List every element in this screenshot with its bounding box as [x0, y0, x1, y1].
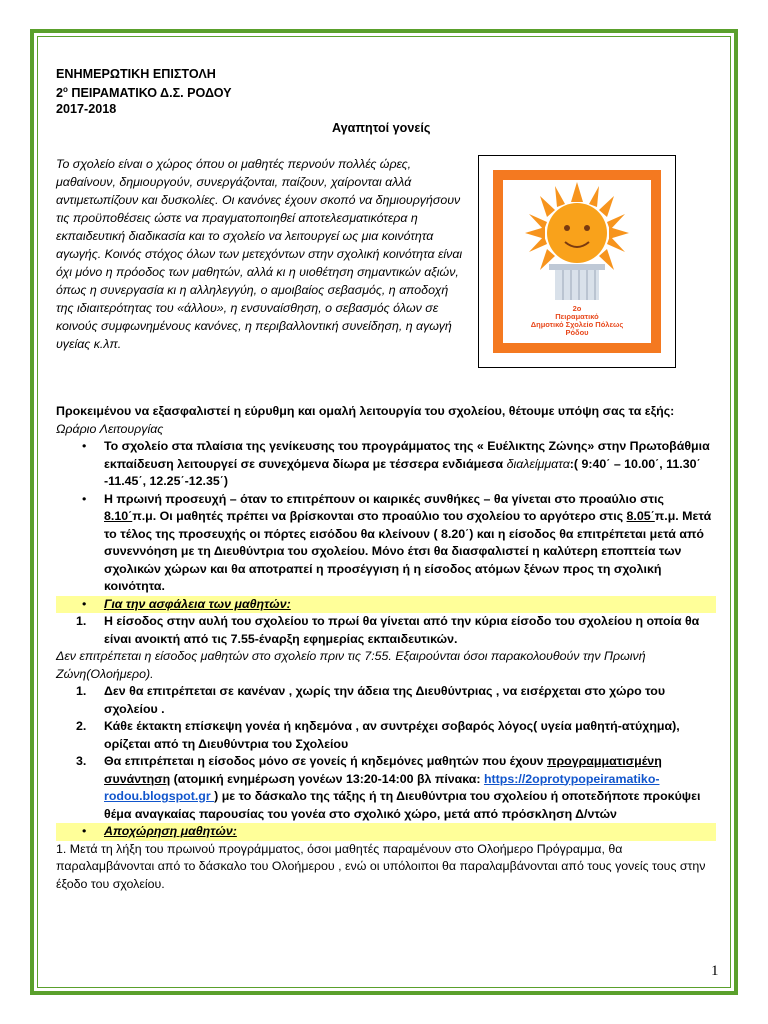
schedule-heading: Ωράριο Λειτουργίας	[56, 421, 164, 436]
bullet-prayer: • Η πρωινή προσευχή – όταν το επιτρέπουν οι καιρικές συνθήκες – θα γίνεται στο προαύλιο στις 8.10΄π.μ. Οι μαθητές πρέπει να βρίσκονται στο προαύλιο του σχολείου το αργότερο στις 8.05΄π.μ. Μετά το τέλος της προσευχής οι πόρτες εισόδου θα κλείνουν ( 8.20΄) και η είσοδος θα επιτρέπεται μετά από συνεννόηση με τη Διευθύντρια του σχολείου. Μόνο έτσι θα διασφαλιστεί η καλύτερη εποπτεία των σχολικών χώρων και θα αποτραπεί η προσέγγιση ή η είσοδος ατόμων ξένων προς τη σχολική κοινότητα.	[56, 491, 716, 596]
logo-frame	[493, 170, 661, 353]
rule-item-3: 3. Θα επιτρέπεται η είσοδος μόνο σε γονείς ή κηδεμόνες μαθητών που έχουν προγραμματισμένη συνάντηση (ατομική ενημέρωση γονέων 13:20-14:00 βλ πίνακα: https://2oprotypopeiramatiko-rodou.blogspot.gr ) με το δάσκαλο της τάξης ή τη Διευθύντρια του σχολείου ή οποτεδήποτε προκύψει θέμα αναγκαίας παρουσίας του γονέα στο σχολικό χώρο, μετά από πρόσκληση Δ/ντών	[76, 754, 701, 821]
blog-link[interactable]: https://2oprotypopeiramatiko-rodou.blogspot.gr	[104, 771, 660, 803]
header-year: 2017-2018	[56, 102, 117, 117]
safety-item-1: 1. Η είσοδος στην αυλή του σχολείου το πρωί θα γίνεται από την κύρια είσοδο του σχολείου η οποία θα είναι ανοικτή από τις 7.55-έναρξη εφημερίας εκπαιδευτικών.	[76, 614, 700, 646]
pickup-paragraph: 1. Μετά τη λήξη του πρωινού προγράμματος, όσοι μαθητές παραμένουν στο Ολοήμερο Πρόγραμμα, θα παραλαμβάνονται από το δάσκαλο του Ολοήμερου , ενώ οι υπόλοιποι θα παραλαμβάνονται από τους γονείς τους στην έξοδο του σχολείου.	[56, 841, 706, 891]
rule-item-2: 2. Κάθε έκτακτη επίσκεψη γονέα ή κηδεμόνα , αν συντρέχει σοβαρός λόγος( υγεία μαθητή-ατύχημα), ορίζεται από τη Διευθύντρια του Σχολείου	[76, 719, 680, 751]
pickup-heading: • Αποχώρηση μαθητών:	[56, 823, 716, 841]
safety-note: Δεν επιτρέπεται η είσοδος μαθητών στο σχολείο πριν τις 7:55. Εξαιρούνται όσοι παρακολουθούν την Πρωινή Ζώνη(Ολοήμερο).	[56, 649, 646, 681]
rule-item-1: 1. Δεν θα επιτρέπεται σε κανέναν , χωρίς την άδεια της Διευθύντριας , να εισέρχεται στο χώρο του σχολείου .	[76, 684, 666, 716]
bullet-schedule: • Το σχολείο στα πλαίσια της γενίκευσης του προγράμματος της « Ευέλικτης Ζώνης» στην Πρωτοβάθμια εκπαίδευση λειτουργεί σε συνεχόμενα δίωρα με τέσσερα ενδιάμεσα διαλείμματα:( 9:40΄ – 10.00΄, 11.30΄ -11.45΄, 12.25΄-12.35΄)	[56, 438, 716, 491]
greeting: Αγαπητοί γονείς	[332, 121, 431, 135]
letter-body	[56, 403, 716, 893]
header-title: ΕΝΗΜΕΡΩΤΙΚΗ ΕΠΙΣΤΟΛΗ	[56, 67, 216, 81]
header-school: $2^o$ ΠΕΙΡΑΜΑΤΙΚΟ Δ.Σ. ΡΟΔΟΥ	[56, 85, 232, 101]
purpose-paragraph: Προκειμένου να εξασφαλιστεί η εύρυθμη και ομαλή λειτουργία του σχολείου, θέτουμε υπόψη σας τα εξής:	[56, 404, 675, 418]
school-logo	[478, 155, 676, 368]
safety-heading: • Για την ασφάλεια των μαθητών:	[56, 596, 716, 614]
letter-header	[56, 66, 718, 117]
intro-paragraph: Το σχολείο είναι ο χώρος όπου οι μαθητές περνούν πολλές ώρες, μαθαίνουν, δημιουργούν, συνεργάζονται, παίζουν, χαίρονται αλλά αντιμετωπίζουν και δυσκολίες. Οι κανόνες έχουν σκοπό να δημιουργήσουν τις προϋποθέσεις ώστε να πραγματοποιηθεί αποτελεσματικότερα η εκπαιδευτική διαδικασία και το σχολείο να λειτουργεί ως μια κοινότητα αγωγής. Κοινός στόχος όλων των μετεχόντων στην σχολική κοινότητα είναι όχι μόνο η πρόοδος των μαθητών, αλλά κι η υιοθέτηση σημαντικών αξιών, όπως η συνεργασία κι η αλληλεγγύη, ο αμοιβαίος σεβασμός, η αποδοχή της ιδιαιτερότητας του «άλλου», η ενσυναίσθηση, ο σεβασμός όλων σε κοινούς συμφωνημένους κανόνες, η περιβαλλοντική συνείδηση, η αγωγή υγείας κ.λπ.	[56, 157, 463, 351]
page-number: 1	[711, 963, 719, 979]
logo-caption: 2ο Πειραματικό Δημοτικό Σχολείο Πόλεως Ρόδου	[530, 304, 624, 337]
